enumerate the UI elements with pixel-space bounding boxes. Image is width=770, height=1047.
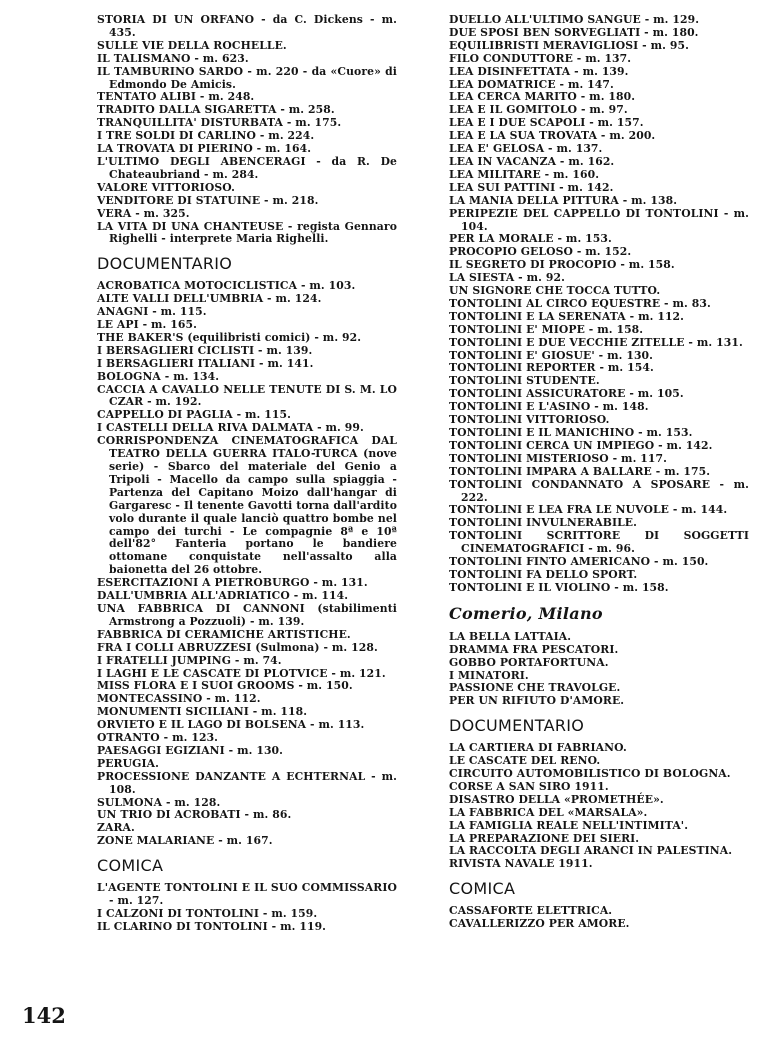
film-entry: TONTOLINI E DUE VECCHIE ZITELLE - m. 131. xyxy=(449,335,743,349)
film-entry: TRADITO DALLA SIGARETTA - m. 258. xyxy=(97,103,335,117)
section-heading: DOCUMENTARIO xyxy=(449,716,585,736)
film-entry: CASSAFORTE ELETTRICA. xyxy=(449,904,613,918)
film-entry: TONTOLINI E IL VIOLINO - m. 158. xyxy=(449,580,669,594)
film-entry: TONTOLINI ASSICURATORE - m. 105. xyxy=(449,387,684,401)
film-entry: LA SIESTA - m. 92. xyxy=(449,271,565,285)
film-entry: RIVISTA NAVALE 1911. xyxy=(449,857,593,871)
film-entry: ORVIETO E IL LAGO DI BOLSENA - m. 113. xyxy=(97,718,365,732)
film-entry: CIRCUITO AUTOMOBILISTICO DI BOLOGNA. xyxy=(449,767,731,781)
film-entry: VALORE VITTORIOSO. xyxy=(97,180,235,194)
film-entry: LE API - m. 165. xyxy=(97,318,197,332)
film-entry: ALTE VALLI DELL'UMBRIA - m. 124. xyxy=(97,292,322,306)
film-entry: TONTOLINI STUDENTE. xyxy=(449,374,600,388)
film-entry: TONTOLINI REPORTER - m. 154. xyxy=(449,361,654,375)
film-entry: LA PREPARAZIONE DEI SIERI. xyxy=(449,831,640,845)
film-entry: LEA CERCA MARITO - m. 180. xyxy=(449,90,636,104)
film-entry: L'ULTIMO DEGLI ABENCERAGI - da R. De Chateaubriand - m. 284. xyxy=(97,154,397,181)
film-entry: I FRATELLI JUMPING - m. 74. xyxy=(97,653,282,667)
film-entry: ACROBATICA MOTOCICLISTICA - m. 103. xyxy=(97,279,356,293)
film-entry: TONTOLINI AL CIRCO EQUESTRE - m. 83. xyxy=(449,296,711,310)
film-entry: PERIPEZIE DEL CAPPELLO DI TONTOLINI - m. 104. xyxy=(449,206,749,233)
film-entry: LA MANIA DELLA PITTURA - m. 138. xyxy=(449,193,678,207)
film-entry: LEA MILITARE - m. 160. xyxy=(449,167,600,181)
film-entry: TONTOLINI VITTORIOSO. xyxy=(449,413,610,427)
film-entry: TONTOLINI FINTO AMERICANO - m. 150. xyxy=(449,555,709,569)
film-entry: ANAGNI - m. 115. xyxy=(97,305,207,319)
film-entry: TONTOLINI CONDANNATO A SPOSARE - m. 222. xyxy=(449,477,749,504)
film-entry: STORIA DI UN ORFANO - da C. Dickens - m. 435. xyxy=(97,13,397,39)
film-entry: LA TROVATA DI PIERINO - m. 164. xyxy=(97,142,312,156)
film-entry: LE CASCATE DEL RENO. xyxy=(449,754,601,768)
film-entry: DUE SPOSI BEN SORVEGLIATI - m. 180. xyxy=(449,25,699,39)
film-entry: PAESAGGI EGIZIANI - m. 130. xyxy=(97,743,284,757)
film-entry: I CASTELLI DELLA RIVA DALMATA - m. 99. xyxy=(97,421,364,435)
film-entry: ZARA. xyxy=(97,821,135,835)
film-entry: IL TALISMANO - m. 623. xyxy=(97,51,249,65)
section-heading: DOCUMENTARIO xyxy=(97,254,233,274)
film-entry: UN SIGNORE CHE TOCCA TUTTO. xyxy=(449,284,661,298)
film-entry: LA RACCOLTA DEGLI ARANCI IN PALESTINA. xyxy=(449,844,733,858)
film-entry: CORRISPONDENZA CINEMATOGRAFICA DAL TEATRO DELLA GUERRA ITALO-TURCA (nove serie) - Sbarco del materiale del Genio a Tripoli - Macello da campo sulla spiaggia - Partenza del Capitano Moizo dall'hangar di Gargaresc - Il tenente Gavotti torna dall'ardito volo durante il quale lanciò quattro bombe nel campo dei turchi - Le compagnie 8ª e 10ª dell'82° Fanteria portano le bandiere ottomane conquistate nell'assalto alla baionetta del 26 ottobre. xyxy=(97,434,397,577)
film-entry: CORSE A SAN SIRO 1911. xyxy=(449,779,609,793)
film-entry: I CALZONI DI TONTOLINI - m. 159. xyxy=(97,907,318,920)
film-entry: I BERSAGLIERI ITALIANI - m. 141. xyxy=(97,356,314,370)
film-entry: LA VITA DI UNA CHANTEUSE - regista Gennaro Righelli - interprete Maria Righelli. xyxy=(97,219,397,246)
film-entry: SULLE VIE DELLA ROCHELLE. xyxy=(97,38,287,52)
film-entry: TONTOLINI FA DELLO SPORT. xyxy=(449,567,638,581)
film-entry: PER UN RIFIUTO D'AMORE. xyxy=(449,694,625,708)
film-entry: LEA E IL GOMITOLO - m. 97. xyxy=(449,103,628,117)
film-entry: CAVALLERIZZO PER AMORE. xyxy=(449,917,630,931)
film-entry: PASSIONE CHE TRAVOLGE. xyxy=(449,681,621,695)
film-entry: LEA SUI PATTINI - m. 142. xyxy=(449,180,614,194)
film-entry: LA BELLA LATTAIA. xyxy=(449,629,572,643)
film-entry: LEA IN VACANZA - m. 162. xyxy=(449,154,615,168)
film-entry: TONTOLINI INVULNERABILE. xyxy=(449,516,637,530)
film-entry: I LAGHI E LE CASCATE DI PLOTVICE - m. 121. xyxy=(97,666,386,680)
film-entry: ESERCITAZIONI A PIETROBURGO - m. 131. xyxy=(97,576,368,590)
film-entry: I BERSAGLIERI CICLISTI - m. 139. xyxy=(97,343,313,357)
film-entry: MONTECASSINO - m. 112. xyxy=(97,692,261,706)
film-entry: OTRANTO - m. 123. xyxy=(97,731,219,745)
film-entry: FRA I COLLI ABRUZZESI (Sulmona) - m. 128. xyxy=(97,640,378,654)
film-entry: TONTOLINI E' MIOPE - m. 158. xyxy=(449,322,644,336)
film-entry: TRANQUILLITA' DISTURBATA - m. 175. xyxy=(97,116,342,130)
film-entry: SULMONA - m. 128. xyxy=(97,795,221,809)
film-entry: BOLOGNA - m. 134. xyxy=(97,369,220,383)
film-entry: THE BAKER'S (equilibristi comici) - m. 92. xyxy=(97,330,362,344)
film-entry: TONTOLINI SCRITTORE DI SOGGETTI CINEMATOGRAFICI - m. 96. xyxy=(449,529,749,556)
film-entry: GOBBO PORTAFORTUNA. xyxy=(449,655,609,669)
film-entry: IL CLARINO DI TONTOLINI - m. 119. xyxy=(97,919,327,933)
film-entry: UNA FABBRICA DI CANNONI (stabilimenti Armstrong a Pozzuoli) - m. 139. xyxy=(97,601,397,628)
film-entry: EQUILIBRISTI MERAVIGLIOSI - m. 95. xyxy=(449,38,689,52)
film-entry: ZONE MALARIANE - m. 167. xyxy=(97,834,273,848)
film-entry: TONTOLINI E' GIOSUE' - m. 130. xyxy=(449,348,654,362)
film-entry: PROCESSIONE DANZANTE A ECHTERNAL - m. 108. xyxy=(97,769,397,796)
film-entry: CACCIA A CAVALLO NELLE TENUTE DI S. M. LO CZAR - m. 192. xyxy=(97,382,397,409)
film-entry: I TRE SOLDI DI CARLINO - m. 224. xyxy=(97,129,315,143)
film-entry: TONTOLINI E L'ASINO - m. 148. xyxy=(449,400,649,414)
film-entry: DRAMMA FRA PESCATORI. xyxy=(449,642,619,656)
film-entry: DUELLO ALL'ULTIMO SANGUE - m. 129. xyxy=(449,13,700,26)
film-entry: TONTOLINI CERCA UN IMPIEGO - m. 142. xyxy=(449,438,713,452)
film-entry: TONTOLINI MISTERIOSO - m. 117. xyxy=(449,451,667,465)
section-heading: COMICA xyxy=(449,879,516,899)
film-entry: LEA E I DUE SCAPOLI - m. 157. xyxy=(449,116,644,130)
film-entry: TENTATO ALIBI - m. 248. xyxy=(97,90,255,104)
film-entry: DISASTRO DELLA «PROMETHÉE». xyxy=(449,792,664,806)
film-entry: TONTOLINI E LA SERENATA - m. 112. xyxy=(449,309,685,323)
film-entry: FABBRICA DI CERAMICHE ARTISTICHE. xyxy=(97,627,351,641)
producer-heading: Comerio, Milano xyxy=(449,603,603,623)
film-entry: UN TRIO DI ACROBATI - m. 86. xyxy=(97,808,292,822)
film-entry: PERUGIA. xyxy=(97,756,159,770)
film-entry: LEA DISINFETTATA - m. 139. xyxy=(449,64,629,78)
film-entry: I MINATORI. xyxy=(449,668,529,682)
right-column xyxy=(449,14,749,931)
film-entry: PROCOPIO GELOSO - m. 152. xyxy=(449,245,632,259)
film-entry: DALL'UMBRIA ALL'ADRIATICO - m. 114. xyxy=(97,589,349,603)
film-entry: L'AGENTE TONTOLINI E IL SUO COMMISSARIO - m. 127. xyxy=(97,881,397,908)
film-entry: VENDITORE DI STATUINE - m. 218. xyxy=(97,193,319,207)
film-entry: LA FAMIGLIA REALE NELL'INTIMITA'. xyxy=(449,818,689,832)
film-entry: PER LA MORALE - m. 153. xyxy=(449,232,612,246)
film-entry: MONUMENTI SICILIANI - m. 118. xyxy=(97,705,308,719)
film-entry: TONTOLINI E LEA FRA LE NUVOLE - m. 144. xyxy=(449,503,728,517)
film-entry: IL TAMBURINO SARDO - m. 220 - da «Cuore» di Edmondo De Amicis. xyxy=(97,64,397,91)
section-heading: COMICA xyxy=(97,856,164,876)
film-entry: CAPPELLO DI PAGLIA - m. 115. xyxy=(97,408,291,422)
film-entry: LEA DOMATRICE - m. 147. xyxy=(449,77,614,91)
page-number: 142 xyxy=(22,1003,66,1028)
film-entry: VERA - m. 325. xyxy=(97,206,190,220)
film-entry: IL SEGRETO DI PROCOPIO - m. 158. xyxy=(449,258,675,272)
film-entry: LA CARTIERA DI FABRIANO. xyxy=(449,741,627,755)
film-entry: LA FABBRICA DEL «MARSALA». xyxy=(449,805,648,819)
film-entry: TONTOLINI IMPARA A BALLARE - m. 175. xyxy=(449,464,711,478)
film-entry: MISS FLORA E I SUOI GROOMS - m. 150. xyxy=(97,679,353,693)
film-entry: LEA E LA SUA TROVATA - m. 200. xyxy=(449,129,656,143)
left-column xyxy=(97,14,397,934)
film-entry: TONTOLINI E IL MANICHINO - m. 153. xyxy=(449,426,693,439)
film-entry: FILO CONDUTTORE - m. 137. xyxy=(449,51,632,65)
film-entry: LEA E' GELOSA - m. 137. xyxy=(449,142,603,156)
